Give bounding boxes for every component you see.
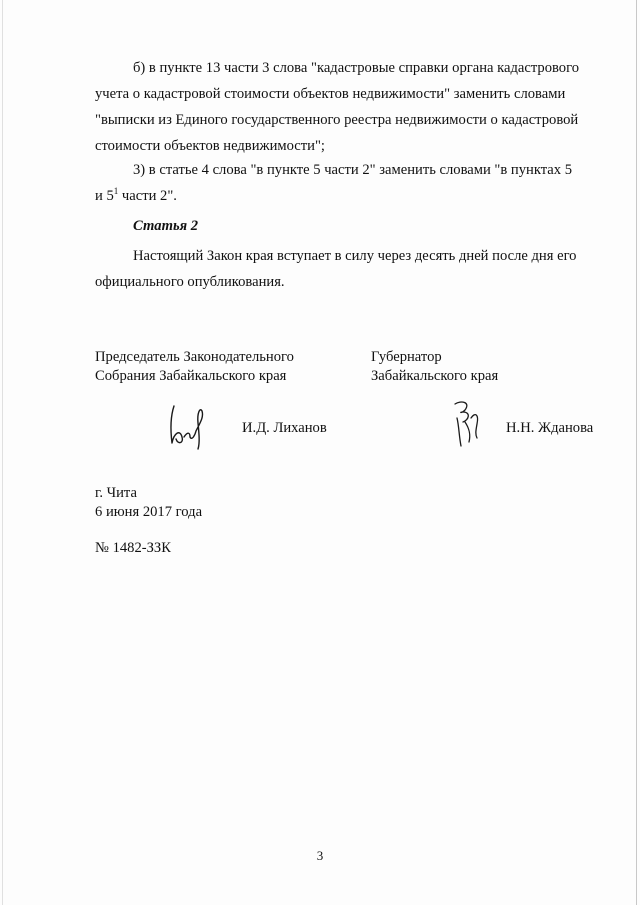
- title-line: Собрания Забайкальского края: [95, 368, 287, 384]
- title-line: Губернатор: [371, 349, 442, 365]
- text-fragment: и 5: [95, 188, 114, 204]
- title-line: Председатель Законодательного: [95, 349, 294, 365]
- paragraph-line: 3) в статье 4 слова "в пункте 5 части 2" заменить словами "в пунктах 5: [133, 162, 573, 178]
- governor-name: Н.Н. Жданова: [506, 420, 594, 436]
- paragraph-line: учета о кадастровой стоимости объектов недвижимости" заменить словами: [95, 86, 566, 102]
- page-number: 3: [316, 848, 324, 863]
- text-fragment: части 2".: [118, 188, 177, 204]
- paragraph-line: официального опубликования.: [95, 274, 285, 290]
- paragraph-line: стоимости объектов недвижимости";: [95, 138, 325, 154]
- paragraph-b-amendment: [95, 55, 600, 159]
- date: 6 июня 2017 года: [95, 504, 203, 520]
- title-line: Забайкальского края: [371, 368, 499, 384]
- law-number: № 1482-ЗЗК: [95, 540, 171, 556]
- governor-signature: [449, 398, 485, 450]
- scan-edge-left: [2, 0, 3, 905]
- paragraph-3-amendment: [95, 157, 600, 209]
- paragraph-line: "выписки из Единого государственного реестра недвижимости о кадастровой: [95, 112, 579, 128]
- chairman-title: [95, 348, 294, 386]
- chairman-name: И.Д. Лиханов: [242, 420, 327, 436]
- place-and-date: [95, 484, 202, 522]
- paragraph-line: [95, 183, 600, 209]
- article-heading: Статья 2: [133, 218, 199, 234]
- governor-title: [371, 348, 498, 386]
- superscript: 1: [113, 186, 119, 197]
- scan-edge-right: [636, 0, 637, 905]
- city: г. Чита: [95, 485, 137, 501]
- paragraph-effective-date: [95, 243, 600, 295]
- paragraph-line: б) в пункте 13 части 3 слова "кадастровые справки органа кадастрового: [133, 60, 580, 76]
- chairman-signature: [162, 403, 212, 451]
- paragraph-line: Настоящий Закон края вступает в силу через десять дней после дня его: [133, 248, 577, 264]
